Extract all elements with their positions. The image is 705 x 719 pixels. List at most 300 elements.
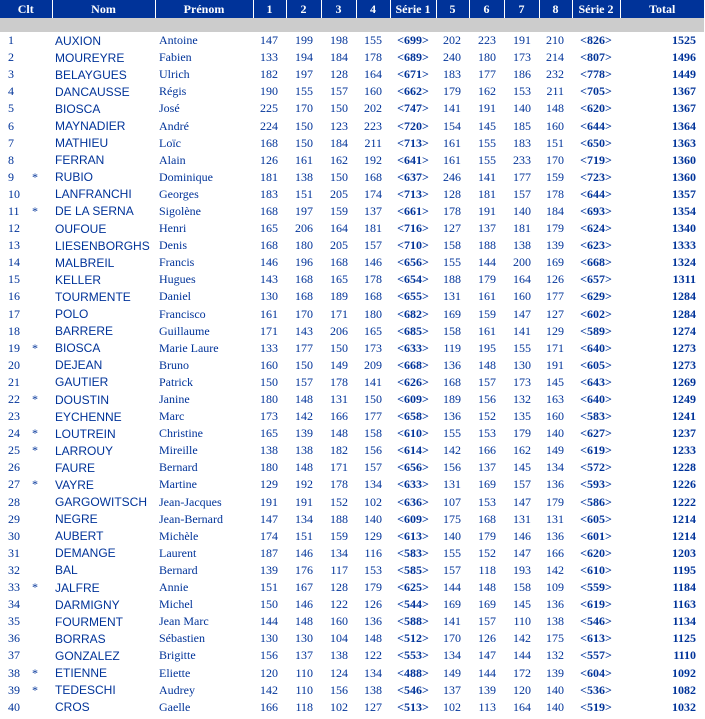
cell-game-1: 171 xyxy=(260,323,278,338)
cell-game-3: 160 xyxy=(330,614,348,629)
cell-first-name: Denis xyxy=(159,238,187,253)
cell-game-1: 190 xyxy=(260,84,278,99)
cell-game-4: 134 xyxy=(364,477,382,492)
cell-mark xyxy=(29,152,52,169)
cell-serie-1: <699> xyxy=(397,33,429,48)
cell-game-6: 118 xyxy=(478,562,496,577)
cell-total: 1364 xyxy=(672,118,696,133)
table-row xyxy=(0,203,704,220)
cell-game-1: 146 xyxy=(260,255,278,270)
table-row xyxy=(0,117,704,134)
cell-game-2: 191 xyxy=(295,494,313,509)
cell-game-8: 214 xyxy=(546,50,564,65)
cell-serie-2: <723> xyxy=(580,169,612,184)
cell-serie-1: <609> xyxy=(397,392,429,407)
cell-game-3: 205 xyxy=(330,238,348,253)
cell-game-4: 140 xyxy=(364,511,382,526)
cell-game-8: 179 xyxy=(546,221,564,236)
cell-game-6: 137 xyxy=(478,460,496,475)
cell-game-2: 168 xyxy=(295,272,313,287)
cell-last-name: JALFRE xyxy=(55,580,100,595)
cell-total: 1134 xyxy=(672,614,696,629)
cell-serie-1: <553> xyxy=(397,648,429,663)
cell-game-3: 134 xyxy=(330,545,348,560)
cell-game-7: 135 xyxy=(513,409,531,424)
cell-mark xyxy=(29,357,52,374)
cell-game-5: 137 xyxy=(443,682,461,697)
cell-mark xyxy=(29,135,52,152)
cell-mark xyxy=(29,596,52,613)
cell-last-name: DOUSTIN xyxy=(55,392,109,407)
cell-game-5: 161 xyxy=(443,152,461,167)
cell-first-name: Dominique xyxy=(159,169,213,184)
table-row xyxy=(0,613,704,630)
header-game-4: 4 xyxy=(356,0,390,18)
cell-game-1: 144 xyxy=(260,614,278,629)
cell-mark xyxy=(29,562,52,579)
cell-first-name: André xyxy=(159,118,189,133)
cell-total: 1340 xyxy=(672,221,696,236)
cell-mark xyxy=(29,66,52,83)
cell-last-name: BAL xyxy=(55,563,78,578)
cell-first-name: Henri xyxy=(159,221,187,236)
cell-total: 1363 xyxy=(672,135,696,150)
cell-serie-2: <807> xyxy=(580,50,612,65)
table-row xyxy=(0,220,704,237)
cell-game-4: 157 xyxy=(364,460,382,475)
cell-game-8: 132 xyxy=(546,648,564,663)
cell-game-4: 157 xyxy=(364,238,382,253)
cell-game-6: 195 xyxy=(478,340,496,355)
cell-first-name: Audrey xyxy=(159,682,195,697)
cell-game-6: 161 xyxy=(478,289,496,304)
cell-game-2: 110 xyxy=(295,665,313,680)
cell-game-6: 161 xyxy=(478,323,496,338)
cell-game-8: 139 xyxy=(546,238,564,253)
cell-game-3: 171 xyxy=(330,460,348,475)
cell-game-5: 127 xyxy=(443,221,461,236)
cell-total: 1228 xyxy=(672,460,696,475)
cell-game-7: 140 xyxy=(513,203,531,218)
cell-serie-2: <620> xyxy=(580,545,612,560)
cell-game-8: 170 xyxy=(546,152,564,167)
cell-game-4: 129 xyxy=(364,528,382,543)
cell-game-5: 170 xyxy=(443,631,461,646)
cell-first-name: Antoine xyxy=(159,33,198,48)
cell-serie-1: <654> xyxy=(397,272,429,287)
cell-serie-2: <640> xyxy=(580,392,612,407)
cell-game-6: 180 xyxy=(478,50,496,65)
cell-game-6: 147 xyxy=(478,648,496,663)
cell-total: 1273 xyxy=(672,340,696,355)
cell-game-8: 178 xyxy=(546,186,564,201)
cell-total: 1125 xyxy=(672,631,696,646)
cell-total: 1274 xyxy=(672,323,696,338)
cell-rank: 39 xyxy=(8,682,20,697)
cell-serie-2: <619> xyxy=(580,597,612,612)
cell-game-7: 146 xyxy=(513,528,531,543)
cell-game-2: 170 xyxy=(295,101,313,116)
cell-total: 1237 xyxy=(672,426,696,441)
cell-serie-2: <778> xyxy=(580,67,612,82)
cell-game-3: 157 xyxy=(330,84,348,99)
cell-total: 1324 xyxy=(672,255,696,270)
cell-rank: 10 xyxy=(8,186,20,201)
cell-total: 1092 xyxy=(672,665,696,680)
cell-rank: 24 xyxy=(8,426,20,441)
cell-serie-1: <716> xyxy=(397,221,429,236)
cell-serie-2: <629> xyxy=(580,289,612,304)
cell-rank: 32 xyxy=(8,562,20,577)
cell-rank: 19 xyxy=(8,340,20,355)
cell-serie-1: <710> xyxy=(397,238,429,253)
cell-serie-2: <619> xyxy=(580,443,612,458)
cell-game-8: 127 xyxy=(546,306,564,321)
cell-game-5: 175 xyxy=(443,511,461,526)
cell-game-3: 189 xyxy=(330,289,348,304)
header-game-7: 7 xyxy=(504,0,539,18)
cell-serie-1: <585> xyxy=(397,562,429,577)
cell-total: 1214 xyxy=(672,528,696,543)
cell-game-5: 169 xyxy=(443,306,461,321)
cell-first-name: Alain xyxy=(159,152,186,167)
table-row xyxy=(0,169,704,186)
cell-game-2: 118 xyxy=(295,699,313,714)
cell-last-name: BARRERE xyxy=(55,324,114,339)
cell-game-7: 147 xyxy=(513,306,531,321)
cell-game-5: 240 xyxy=(443,50,461,65)
cell-game-1: 138 xyxy=(260,443,278,458)
cell-game-6: 162 xyxy=(478,84,496,99)
cell-game-8: 109 xyxy=(546,580,564,595)
cell-game-2: 146 xyxy=(295,597,313,612)
cell-game-5: 155 xyxy=(443,255,461,270)
table-row xyxy=(0,391,704,408)
cell-game-6: 126 xyxy=(478,631,496,646)
table-row xyxy=(0,442,704,459)
cell-game-1: 142 xyxy=(260,682,278,697)
cell-game-2: 150 xyxy=(295,118,313,133)
cell-last-name: CROS xyxy=(55,700,90,715)
cell-game-7: 157 xyxy=(513,186,531,201)
cell-game-8: 232 xyxy=(546,67,564,82)
cell-rank: 6 xyxy=(8,118,14,133)
cell-game-5: 157 xyxy=(443,562,461,577)
cell-game-5: 140 xyxy=(443,528,461,543)
cell-game-6: 168 xyxy=(478,511,496,526)
cell-game-8: 140 xyxy=(546,682,564,697)
cell-game-2: 176 xyxy=(295,562,313,577)
cell-mark xyxy=(29,271,52,288)
cell-serie-1: <626> xyxy=(397,374,429,389)
cell-game-4: 181 xyxy=(364,221,382,236)
header-row xyxy=(0,0,704,18)
cell-game-3: 150 xyxy=(330,340,348,355)
cell-game-4: 102 xyxy=(364,494,382,509)
cell-game-5: 131 xyxy=(443,477,461,492)
cell-game-3: 104 xyxy=(330,631,348,646)
cell-game-5: 168 xyxy=(443,374,461,389)
table-row xyxy=(0,49,704,66)
cell-game-5: 134 xyxy=(443,648,461,663)
cell-game-2: 199 xyxy=(295,33,313,48)
header-game-1: 1 xyxy=(253,0,286,18)
cell-serie-2: <624> xyxy=(580,221,612,236)
cell-game-5: 128 xyxy=(443,186,461,201)
cell-game-3: 205 xyxy=(330,186,348,201)
cell-game-3: 198 xyxy=(330,33,348,48)
cell-last-name: EYCHENNE xyxy=(55,409,122,424)
cell-game-5: 136 xyxy=(443,357,461,372)
cell-serie-2: <589> xyxy=(580,323,612,338)
cell-total: 1360 xyxy=(672,169,696,184)
cell-game-8: 191 xyxy=(546,357,564,372)
cell-game-3: 166 xyxy=(330,409,348,424)
cell-game-7: 191 xyxy=(513,33,531,48)
cell-game-1: 180 xyxy=(260,460,278,475)
cell-serie-1: <625> xyxy=(397,580,429,595)
cell-mark xyxy=(29,254,52,271)
cell-serie-1: <641> xyxy=(397,152,429,167)
cell-last-name: AUBERT xyxy=(55,529,104,544)
cell-game-3: 164 xyxy=(330,221,348,236)
cell-game-3: 138 xyxy=(330,648,348,663)
cell-first-name: Michèle xyxy=(159,528,199,543)
cell-mark xyxy=(29,100,52,117)
cell-rank: 8 xyxy=(8,152,14,167)
table-row xyxy=(0,682,704,699)
cell-game-1: 182 xyxy=(260,67,278,82)
cell-game-1: 168 xyxy=(260,135,278,150)
cell-game-6: 223 xyxy=(478,33,496,48)
cell-first-name: José xyxy=(159,101,180,116)
cell-game-8: 163 xyxy=(546,392,564,407)
cell-game-4: 178 xyxy=(364,272,382,287)
cell-game-7: 132 xyxy=(513,392,531,407)
cell-game-5: 102 xyxy=(443,699,461,714)
cell-serie-1: <685> xyxy=(397,323,429,338)
cell-game-5: 136 xyxy=(443,409,461,424)
cell-rank: 37 xyxy=(8,648,20,663)
cell-game-4: 127 xyxy=(364,699,382,714)
cell-game-1: 139 xyxy=(260,562,278,577)
cell-serie-1: <655> xyxy=(397,289,429,304)
cell-serie-2: <557> xyxy=(580,648,612,663)
cell-last-name: LOUTREIN xyxy=(55,426,116,441)
cell-rank: 23 xyxy=(8,409,20,424)
cell-game-8: 131 xyxy=(546,511,564,526)
cell-serie-2: <605> xyxy=(580,357,612,372)
cell-last-name: NEGRE xyxy=(55,512,98,527)
header-game-5: 5 xyxy=(436,0,469,18)
cell-game-7: 147 xyxy=(513,494,531,509)
cell-game-6: 152 xyxy=(478,545,496,560)
cell-game-7: 130 xyxy=(513,357,531,372)
cell-serie-2: <559> xyxy=(580,580,612,595)
cell-game-8: 148 xyxy=(546,101,564,116)
cell-game-2: 151 xyxy=(295,186,313,201)
cell-rank: 21 xyxy=(8,374,20,389)
cell-game-5: 119 xyxy=(443,340,461,355)
cell-game-2: 137 xyxy=(295,648,313,663)
table-row xyxy=(0,66,704,83)
cell-serie-1: <488> xyxy=(397,665,429,680)
cell-game-8: 139 xyxy=(546,665,564,680)
cell-serie-2: <536> xyxy=(580,682,612,697)
cell-game-6: 177 xyxy=(478,67,496,82)
cell-rank: 14 xyxy=(8,255,20,270)
table-row xyxy=(0,100,704,117)
cell-serie-2: <650> xyxy=(580,135,612,150)
cell-mark: * xyxy=(32,477,38,492)
table-row xyxy=(0,699,704,716)
cell-game-1: 130 xyxy=(260,289,278,304)
cell-game-4: 211 xyxy=(364,135,382,150)
cell-game-4: 168 xyxy=(364,289,382,304)
cell-last-name: FOURMENT xyxy=(55,614,123,629)
cell-game-5: 158 xyxy=(443,323,461,338)
cell-rank: 40 xyxy=(8,699,20,714)
cell-game-7: 141 xyxy=(513,323,531,338)
table-row xyxy=(0,186,704,203)
table-row xyxy=(0,459,704,476)
cell-game-4: 146 xyxy=(364,255,382,270)
cell-game-6: 181 xyxy=(478,186,496,201)
cell-serie-1: <633> xyxy=(397,340,429,355)
cell-game-4: 164 xyxy=(364,67,382,82)
cell-serie-2: <693> xyxy=(580,203,612,218)
cell-serie-1: <720> xyxy=(397,118,429,133)
cell-game-3: 152 xyxy=(330,494,348,509)
cell-game-6: 159 xyxy=(478,306,496,321)
cell-game-5: 169 xyxy=(443,597,461,612)
cell-game-7: 172 xyxy=(513,665,531,680)
cell-serie-1: <513> xyxy=(397,699,429,714)
cell-game-2: 170 xyxy=(295,306,313,321)
cell-game-8: 177 xyxy=(546,289,564,304)
cell-game-3: 165 xyxy=(330,272,348,287)
cell-game-8: 149 xyxy=(546,443,564,458)
cell-game-7: 164 xyxy=(513,699,531,714)
cell-game-1: 147 xyxy=(260,33,278,48)
cell-last-name: BIOSCA xyxy=(55,101,101,116)
cell-game-4: 137 xyxy=(364,203,382,218)
cell-game-6: 157 xyxy=(478,374,496,389)
cell-rank: 1 xyxy=(8,33,14,48)
table-row xyxy=(0,340,704,357)
cell-game-1: 224 xyxy=(260,118,278,133)
cell-mark xyxy=(29,374,52,391)
cell-rank: 3 xyxy=(8,67,14,82)
cell-game-6: 156 xyxy=(478,392,496,407)
cell-total: 1360 xyxy=(672,152,696,167)
cell-serie-2: <546> xyxy=(580,614,612,629)
cell-last-name: BELAYGUES xyxy=(55,67,127,82)
cell-game-8: 140 xyxy=(546,699,564,714)
cell-serie-2: <705> xyxy=(580,84,612,99)
cell-game-1: 160 xyxy=(260,357,278,372)
cell-serie-1: <544> xyxy=(397,597,429,612)
cell-game-1: 165 xyxy=(260,221,278,236)
cell-total: 1496 xyxy=(672,50,696,65)
cell-game-1: 173 xyxy=(260,409,278,424)
cell-game-4: 223 xyxy=(364,118,382,133)
cell-last-name: BORRAS xyxy=(55,631,106,646)
cell-game-7: 147 xyxy=(513,545,531,560)
cell-game-1: 181 xyxy=(260,169,278,184)
cell-first-name: Bernard xyxy=(159,562,198,577)
cell-game-4: 165 xyxy=(364,323,382,338)
cell-first-name: Jean-Bernard xyxy=(159,511,223,526)
cell-game-4: 168 xyxy=(364,169,382,184)
cell-total: 1222 xyxy=(672,494,696,509)
cell-last-name: TOURMENTE xyxy=(55,289,131,304)
cell-game-4: 150 xyxy=(364,392,382,407)
cell-total: 1354 xyxy=(672,203,696,218)
cell-mark xyxy=(29,647,52,664)
cell-game-8: 210 xyxy=(546,33,564,48)
cell-game-4: 153 xyxy=(364,562,382,577)
cell-mark xyxy=(29,528,52,545)
cell-first-name: Mireille xyxy=(159,443,198,458)
cell-serie-1: <668> xyxy=(397,357,429,372)
header-name: Nom xyxy=(52,0,155,18)
cell-game-1: 130 xyxy=(260,631,278,646)
cell-last-name: KELLER xyxy=(55,272,102,287)
cell-first-name: Daniel xyxy=(159,289,191,304)
cell-rank: 15 xyxy=(8,272,20,287)
cell-game-7: 200 xyxy=(513,255,531,270)
cell-serie-2: <644> xyxy=(580,186,612,201)
cell-total: 1249 xyxy=(672,392,696,407)
cell-game-5: 183 xyxy=(443,67,461,82)
cell-first-name: Sébastien xyxy=(159,631,205,646)
cell-game-1: 168 xyxy=(260,238,278,253)
cell-game-2: 155 xyxy=(295,84,313,99)
cell-serie-2: <601> xyxy=(580,528,612,543)
cell-total: 1449 xyxy=(672,67,696,82)
table-row xyxy=(0,647,704,664)
cell-game-7: 173 xyxy=(513,374,531,389)
cell-total: 1357 xyxy=(672,186,696,201)
cell-game-1: 168 xyxy=(260,203,278,218)
cell-first-name: Fabien xyxy=(159,50,192,65)
cell-game-3: 162 xyxy=(330,152,348,167)
cell-game-5: 107 xyxy=(443,494,461,509)
cell-serie-1: <671> xyxy=(397,67,429,82)
table-row xyxy=(0,579,704,596)
cell-game-3: 159 xyxy=(330,203,348,218)
cell-first-name: Michel xyxy=(159,597,193,612)
cell-rank: 20 xyxy=(8,357,20,372)
table-row xyxy=(0,545,704,562)
table-row xyxy=(0,630,704,647)
cell-last-name: POLO xyxy=(55,307,89,322)
cell-game-8: 169 xyxy=(546,255,564,270)
cell-game-6: 166 xyxy=(478,443,496,458)
cell-game-3: 124 xyxy=(330,665,348,680)
cell-game-3: 128 xyxy=(330,580,348,595)
cell-last-name: MATHIEU xyxy=(55,136,109,151)
cell-serie-2: <640> xyxy=(580,340,612,355)
cell-serie-2: <519> xyxy=(580,699,612,714)
cell-game-3: 178 xyxy=(330,477,348,492)
cell-first-name: Loïc xyxy=(159,135,181,150)
table-header xyxy=(0,0,704,18)
cell-game-6: 191 xyxy=(478,203,496,218)
cell-game-6: 169 xyxy=(478,477,496,492)
cell-last-name: MALBREIL xyxy=(55,255,115,270)
